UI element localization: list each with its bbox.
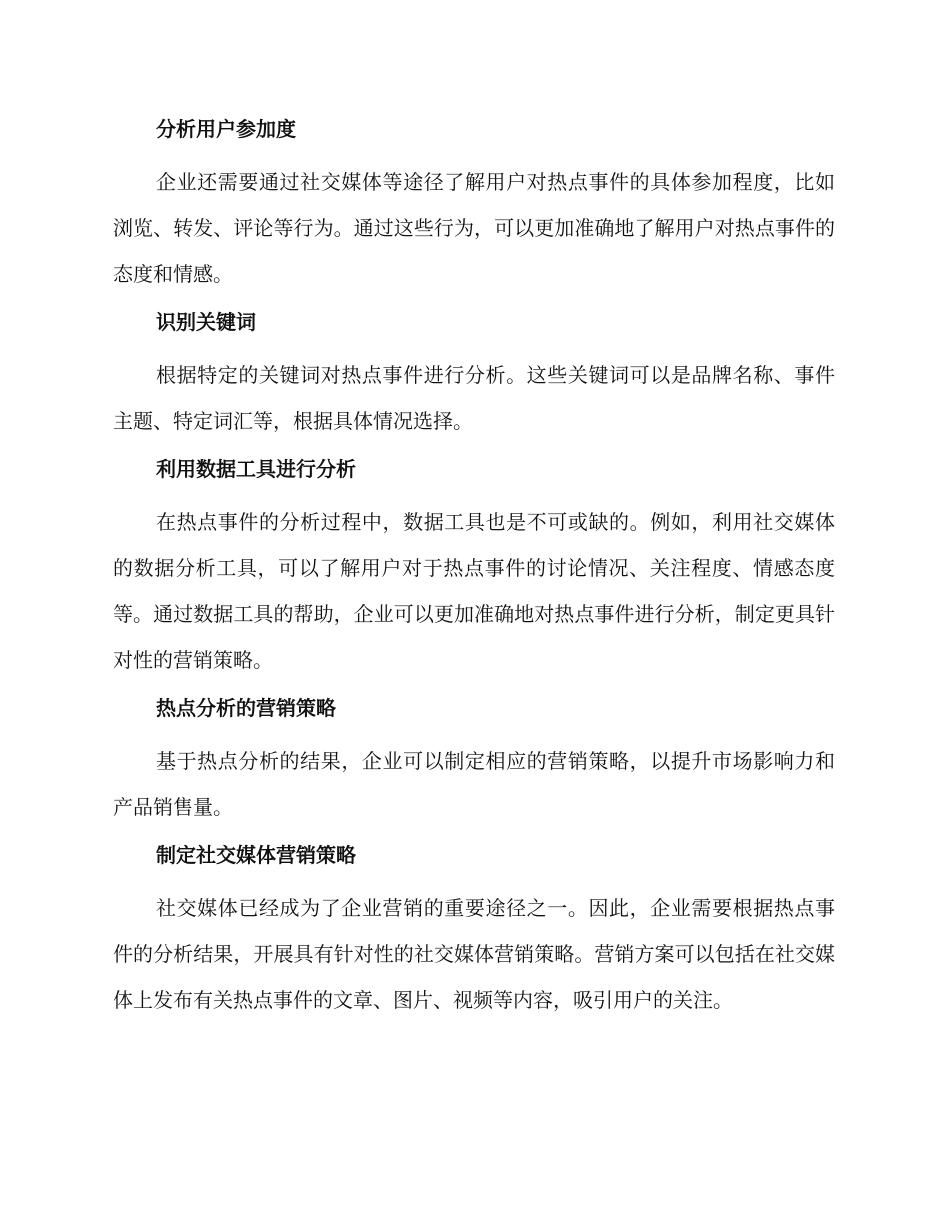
section-heading-social-media-strategy: 制定社交媒体营销策略 <box>156 843 356 867</box>
section-body-data-tools: 在热点事件的分析过程中，数据工具也是不可或缺的。例如，利用社交媒体的数据分析工具，可以了解用户对于热点事件的讨论情况、关注程度、情感态度等。通过数据工具的帮助，企业可以更加准确地对热点事件进行分析，制定更具针对性的营销策略。 <box>113 510 835 672</box>
section-body-keywords: 根据特定的关键词对热点事件进行分析。这些关键词可以是品牌名称、事件主题、特定词汇等，根据具体情况选择。 <box>113 363 835 433</box>
section-heading-data-tools: 利用数据工具进行分析 <box>156 457 356 481</box>
document-page <box>113 112 835 1031</box>
section-body-user-participation: 企业还需要通过社交媒体等途径了解用户对热点事件的具体参加程度，比如浏览、转发、评论等行为。通过这些行为，可以更加准确地了解用户对热点事件的态度和情感。 <box>113 170 835 286</box>
section-heading-user-participation: 分析用户参加度 <box>156 117 296 141</box>
section-body-social-media-strategy: 社交媒体已经成为了企业营销的重要途径之一。因此，企业需要根据热点事件的分析结果，开展具有针对性的社交媒体营销策略。营销方案可以包括在社交媒体上发布有关热点事件的文章、图片、视频等内容，吸引用户的关注。 <box>113 896 835 1012</box>
section-heading-keywords: 识别关键词 <box>156 310 256 334</box>
section-body-marketing-strategy: 基于热点分析的结果，企业可以制定相应的营销策略，以提升市场影响力和产品销售量。 <box>113 749 835 819</box>
section-heading-marketing-strategy: 热点分析的营销策略 <box>156 696 336 720</box>
